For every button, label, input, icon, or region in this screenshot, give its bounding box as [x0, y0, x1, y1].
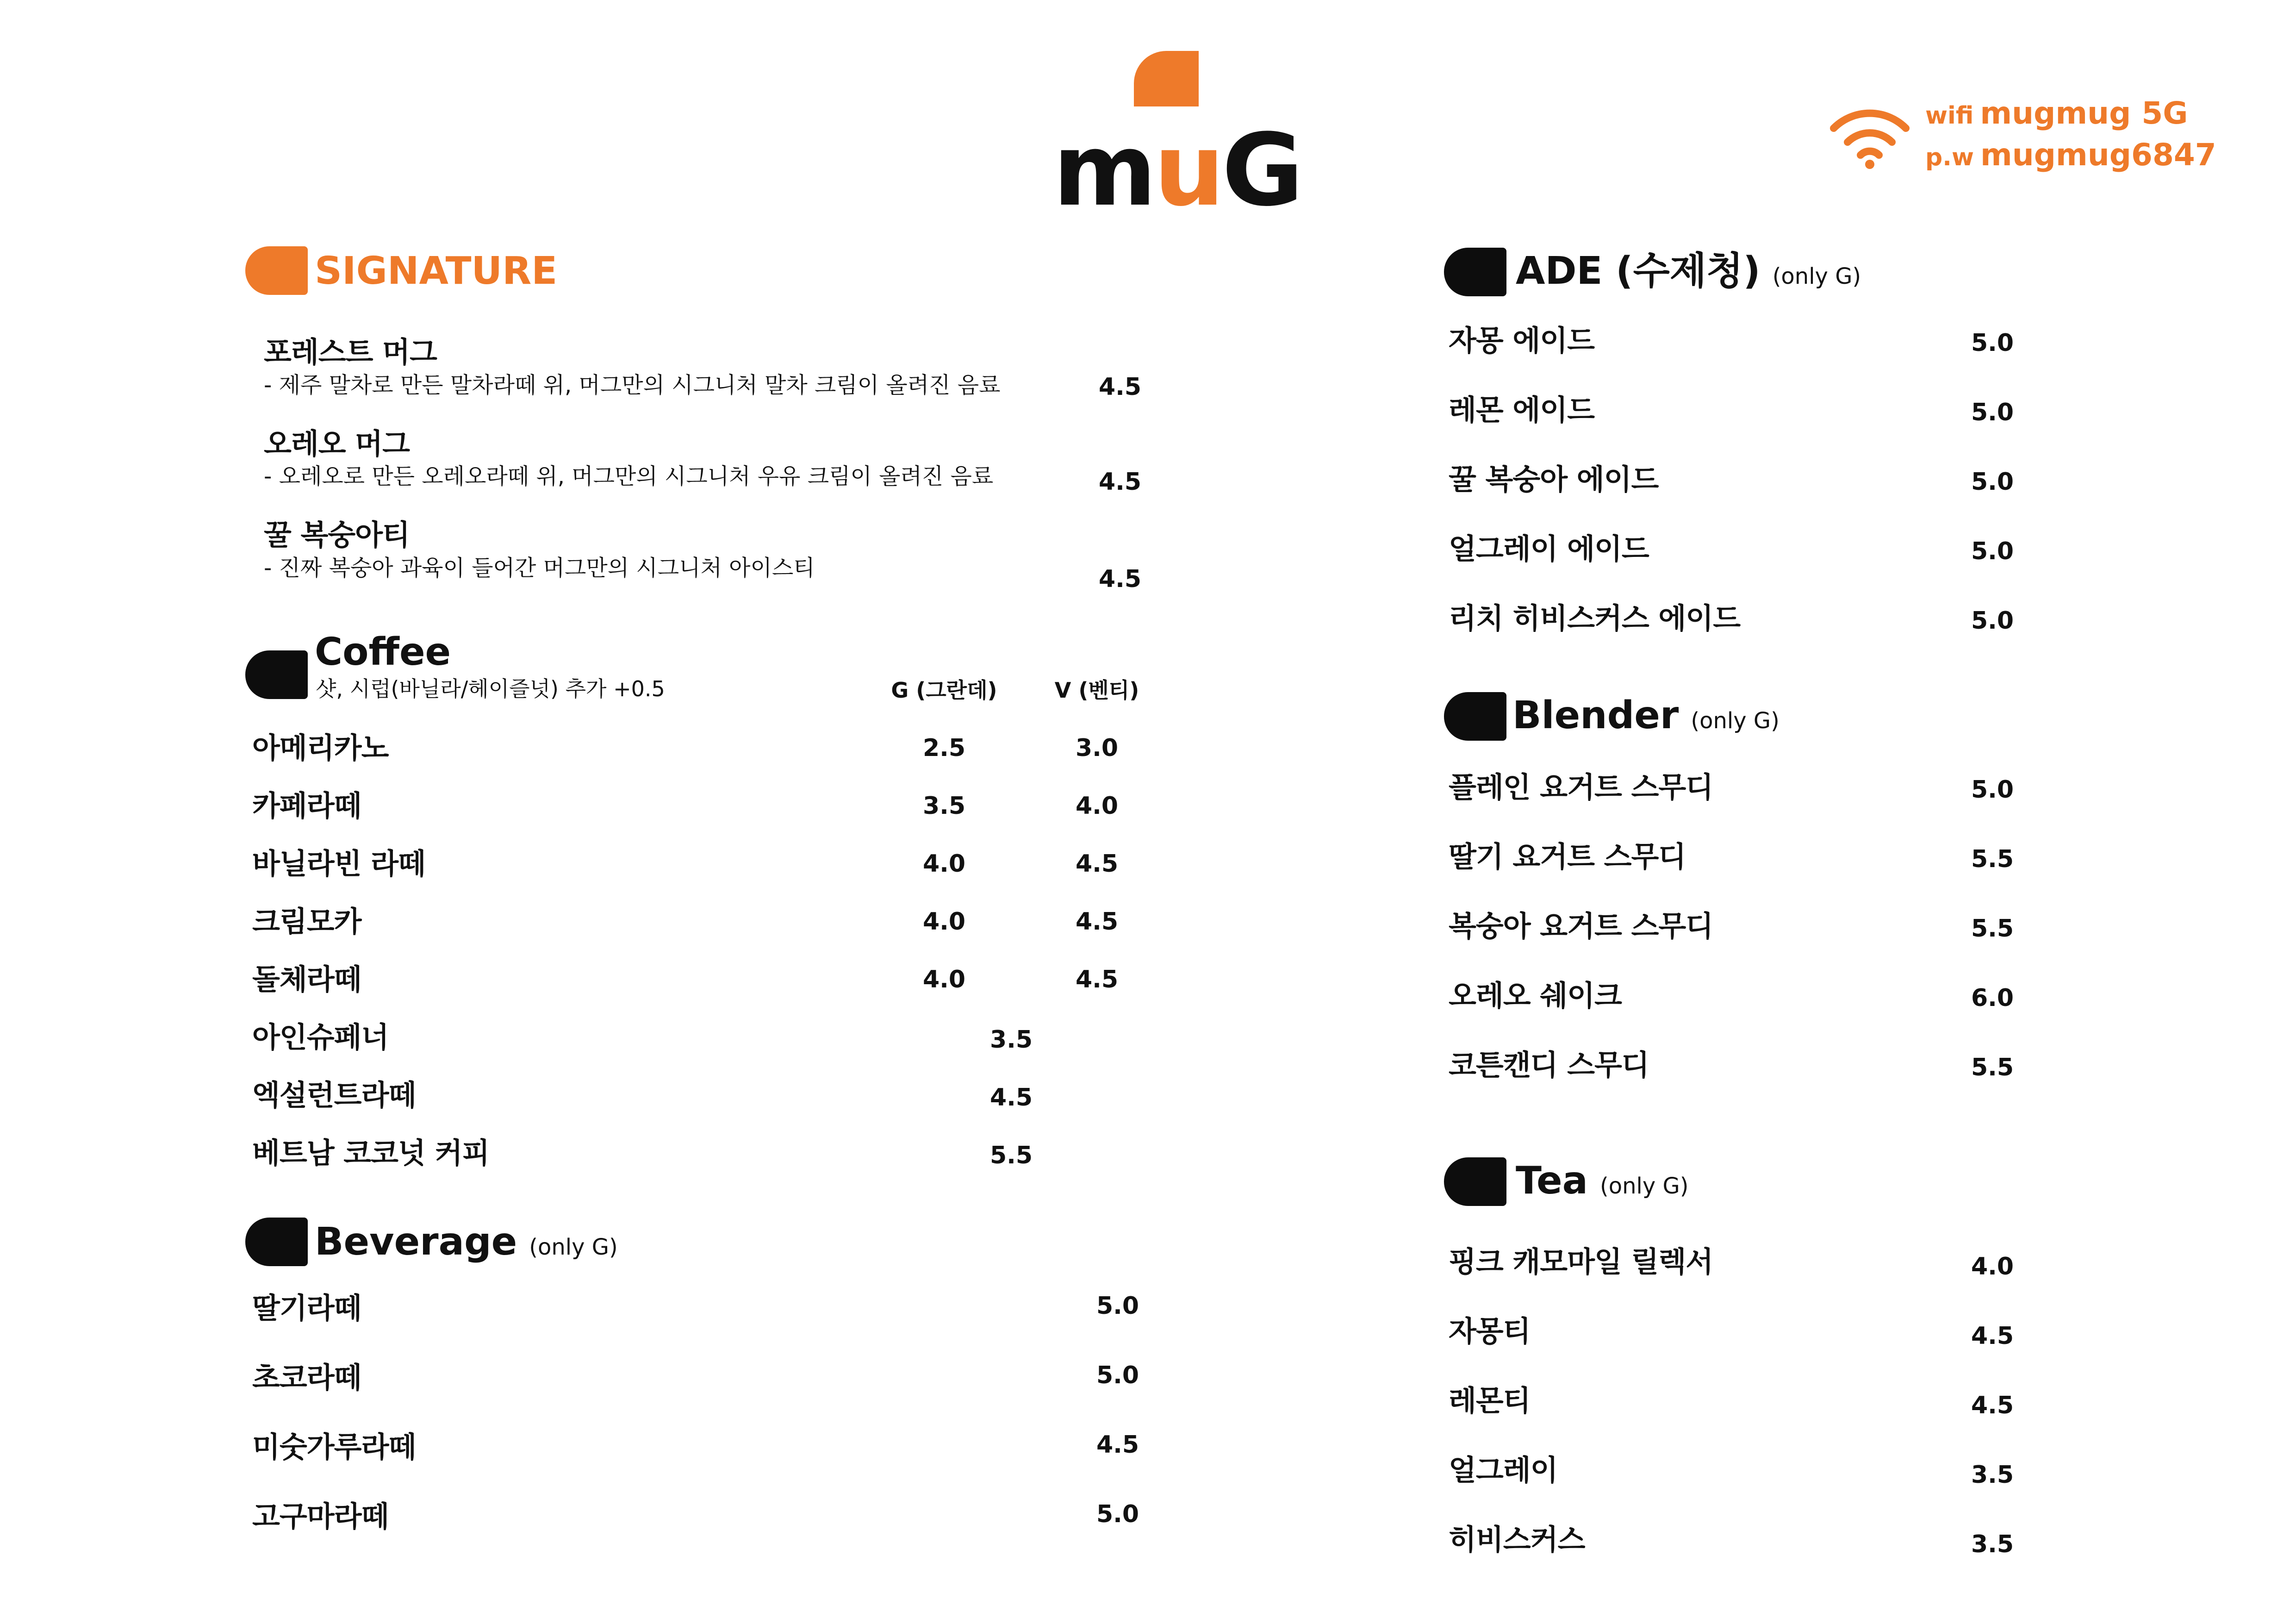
coffee-item-price-g: 4.0 — [922, 850, 966, 878]
signature-item-name: 꿀 복숭아티 — [264, 518, 410, 552]
coffee-title: Coffee — [315, 630, 451, 674]
coffee-item-name: 카페라떼 — [252, 789, 361, 823]
signature-item-desc: - 제주 말차로 만든 말차라떼 위, 머그만의 시그니처 말차 크림이 올려진 음료 — [264, 372, 1001, 398]
ade-note: (only G) — [1772, 263, 1861, 289]
coffee-col-venti: V (벤티) — [1054, 678, 1139, 703]
coffee-item-price-g: 2.5 — [922, 734, 966, 762]
signature-marker — [245, 246, 308, 295]
coffee-extra-note: 샷, 시럽(바닐라/헤이즐넛) 추가 +0.5 — [316, 676, 665, 701]
tea-item-price: 3.5 — [1971, 1461, 2014, 1489]
ade-title — [1516, 249, 1861, 293]
coffee-item-price-g: 3.5 — [922, 792, 966, 820]
coffee-item-price-v: 4.5 — [1075, 908, 1119, 936]
blender-item-name: 오레오 쉐이크 — [1449, 979, 1622, 1012]
coffee-item-name: 아메리카노 — [252, 731, 389, 765]
beverage-item-name: 딸기라떼 — [252, 1291, 361, 1325]
coffee-item-name: 바닐라빈 라떼 — [252, 847, 425, 881]
ade-item-name: 얼그레이 에이드 — [1449, 532, 1649, 566]
signature-item-price: 4.5 — [1098, 373, 1142, 401]
ade-marker — [1444, 248, 1506, 296]
ade-item-price: 5.0 — [1971, 537, 2014, 565]
blender-title — [1512, 693, 1780, 737]
ade-title-text: ADE (수제청) — [1516, 249, 1761, 293]
beverage-marker — [245, 1218, 308, 1266]
signature-item-desc: - 오레오로 만든 오레오라떼 위, 머그만의 시그니처 우유 크림이 올려진 음료 — [264, 463, 994, 489]
coffee-item-price-v: 4.0 — [1075, 792, 1119, 820]
coffee-item-price-v: 4.5 — [1075, 850, 1119, 878]
signature-item-name: 포레스트 머그 — [264, 335, 437, 369]
blender-marker — [1444, 692, 1506, 741]
beverage-title-text: Beverage — [315, 1220, 517, 1264]
coffee-item-name: 베트남 코코넛 커피 — [252, 1136, 490, 1170]
signature-item-price: 4.5 — [1098, 565, 1142, 593]
tea-item-price: 3.5 — [1971, 1530, 2014, 1558]
wifi-ssid: mugmug 5G — [1980, 95, 2188, 131]
coffee-item-price-v: 4.5 — [1075, 966, 1119, 993]
tea-item-name: 핑크 캐모마일 릴렉서 — [1449, 1245, 1713, 1279]
tea-item-price: 4.0 — [1971, 1253, 2014, 1280]
logo-cup-shape — [1134, 51, 1199, 106]
blender-item-name: 플레인 요거트 스무디 — [1449, 770, 1713, 804]
coffee-item-price-v: 3.0 — [1075, 734, 1119, 762]
wifi-password-line — [1925, 137, 2216, 173]
wifi-password: mugmug6847 — [1980, 137, 2216, 173]
tea-title — [1516, 1159, 1689, 1203]
beverage-note: (only G) — [529, 1234, 618, 1260]
signature-title: SIGNATURE — [315, 249, 558, 293]
ade-item-price: 5.0 — [1971, 329, 2014, 357]
tea-item-price: 4.5 — [1971, 1392, 2014, 1419]
coffee-item-name: 크림모카 — [252, 905, 361, 938]
coffee-item-name: 엑설런트라떼 — [252, 1078, 416, 1112]
ade-item-name: 레몬 에이드 — [1449, 393, 1595, 427]
beverage-item-price: 5.0 — [1096, 1292, 1139, 1320]
wifi-password-label: p.w — [1925, 144, 1974, 171]
coffee-item-price: 3.5 — [989, 1026, 1033, 1054]
tea-item-name: 자몽티 — [1449, 1314, 1531, 1348]
tea-marker — [1444, 1157, 1506, 1206]
coffee-marker — [245, 650, 308, 699]
blender-item-price: 5.5 — [1971, 845, 2014, 873]
coffee-item-name: 돌체라떼 — [252, 962, 361, 996]
tea-item-price: 4.5 — [1971, 1322, 2014, 1350]
blender-note: (only G) — [1691, 708, 1780, 734]
signature-item-desc: - 진짜 복숭아 과육이 들어간 머그만의 시그니처 아이스티 — [264, 555, 815, 581]
wifi-icon — [1828, 100, 1911, 169]
logo-wordmark: muG — [1053, 112, 1301, 228]
blender-item-price: 6.0 — [1971, 984, 2014, 1012]
tea-item-name: 레몬티 — [1449, 1384, 1531, 1418]
ade-item-name: 꿀 복숭아 에이드 — [1449, 462, 1659, 496]
beverage-item-price: 5.0 — [1096, 1500, 1139, 1528]
wifi-ssid-line — [1925, 95, 2188, 131]
ade-item-price: 5.0 — [1971, 607, 2014, 635]
coffee-item-price: 5.5 — [989, 1142, 1033, 1169]
blender-item-name: 딸기 요거트 스무디 — [1449, 840, 1686, 874]
tea-item-name: 히비스커스 — [1449, 1523, 1585, 1556]
ade-item-name: 자몽 에이드 — [1449, 324, 1595, 357]
blender-item-name: 코튼캔디 스무디 — [1449, 1048, 1649, 1082]
wifi-ssid-label: wifi — [1925, 102, 1974, 130]
beverage-item-price: 5.0 — [1096, 1362, 1139, 1389]
beverage-item-name: 초코라떼 — [252, 1361, 361, 1394]
coffee-item-price: 4.5 — [989, 1084, 1033, 1112]
coffee-col-grande: G (그란데) — [891, 678, 997, 703]
tea-title-text: Tea — [1516, 1159, 1588, 1203]
coffee-item-name: 아인슈페너 — [252, 1020, 389, 1054]
beverage-title — [315, 1220, 618, 1264]
coffee-item-price-g: 4.0 — [922, 966, 966, 993]
signature-item-name: 오레오 머그 — [264, 427, 410, 461]
tea-item-name: 얼그레이 — [1449, 1453, 1558, 1487]
mug-logo — [1053, 51, 1301, 228]
blender-item-price: 5.5 — [1971, 1054, 2014, 1081]
blender-title-text: Blender — [1512, 693, 1679, 737]
beverage-item-price: 4.5 — [1096, 1431, 1139, 1459]
blender-item-name: 복숭아 요거트 스무디 — [1449, 909, 1713, 943]
blender-item-price: 5.5 — [1971, 915, 2014, 943]
signature-item-price: 4.5 — [1098, 468, 1142, 496]
coffee-item-price-g: 4.0 — [922, 908, 966, 936]
beverage-item-name: 고구마라떼 — [252, 1499, 389, 1533]
blender-item-price: 5.0 — [1971, 776, 2014, 804]
ade-item-name: 리치 히비스커스 에이드 — [1449, 601, 1741, 635]
tea-note: (only G) — [1600, 1173, 1689, 1199]
ade-item-price: 5.0 — [1971, 468, 2014, 496]
ade-item-price: 5.0 — [1971, 399, 2014, 426]
beverage-item-name: 미숫가루라떼 — [252, 1430, 416, 1464]
